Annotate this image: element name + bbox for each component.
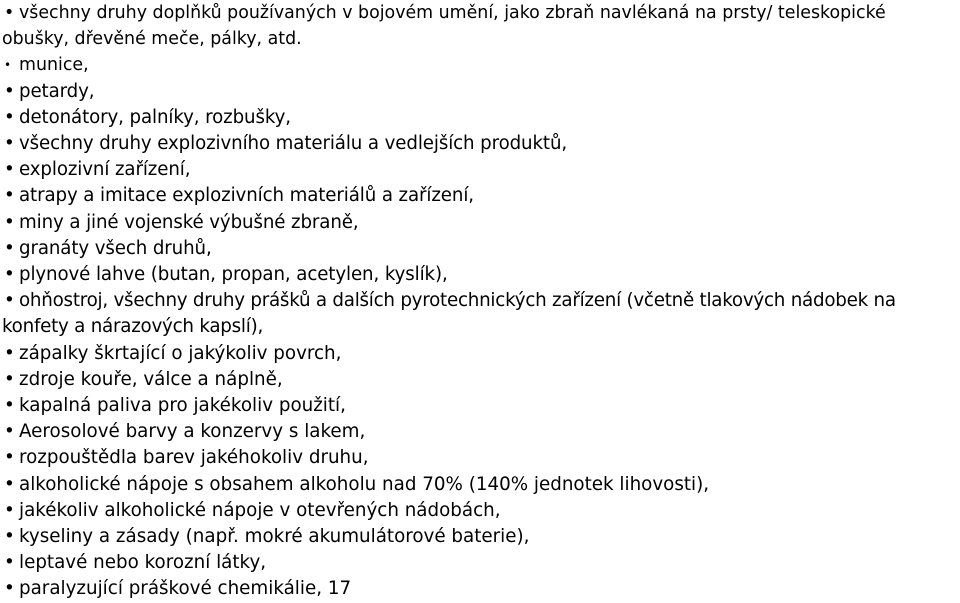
list-item-text: plynové lahve (butan, propan, acetylen, kyslík), — [19, 264, 448, 286]
list-item-text: munice, — [19, 55, 89, 76]
list-item — [2, 498, 957, 524]
bullet: • — [4, 499, 15, 521]
bullet: • — [4, 80, 15, 102]
list-item — [2, 0, 957, 52]
list-item-text: alkoholické nápoje s obsahem alkoholu nad 70% (140% jednotek lihovosti), — [19, 473, 710, 495]
list-item-text: miny a jiné vojenské výbušné zbraně, — [19, 211, 359, 233]
bullet: • — [4, 526, 15, 548]
bullet: • — [4, 185, 15, 207]
bullet: • — [4, 290, 15, 312]
list-item — [2, 52, 957, 78]
list-item-text: granáty všech druhů, — [19, 237, 212, 259]
list-item — [2, 472, 957, 498]
list-item-text: explozivní zařízení, — [19, 159, 191, 181]
list-item — [2, 183, 957, 209]
bullet: • — [4, 3, 15, 23]
bullet: • — [4, 342, 15, 364]
list-item-text: paralyzující práškové chemikálie, 17 — [19, 578, 352, 600]
list-item-text: detonátory, palníky, rozbušky, — [19, 106, 291, 128]
list-item-text: zdroje kouře, válce a náplně, — [19, 368, 283, 390]
list-item — [2, 445, 957, 471]
bullet: • — [4, 473, 15, 495]
list-item-text: petardy, — [19, 80, 95, 102]
bullet: • — [4, 133, 15, 155]
list-item-text: kapalná paliva pro jakékoliv použití, — [19, 395, 346, 417]
bullet: • — [4, 578, 15, 600]
list-item — [2, 367, 957, 393]
list-item — [2, 341, 957, 367]
list-item — [2, 550, 957, 576]
list-item-text-continued: konfety a nárazových kapslí), — [2, 316, 264, 338]
bullet: • — [4, 552, 15, 574]
list-item — [2, 262, 957, 288]
bullet: • — [4, 58, 12, 73]
list-item — [2, 157, 957, 183]
list-item — [2, 210, 957, 236]
bullet: • — [4, 368, 15, 390]
list-item-text: zápalky škrtající o jakýkoliv povrch, — [19, 342, 342, 364]
list-item-text: jakékoliv alkoholické nápoje v otevřených nádobách, — [19, 499, 501, 521]
list-item-text: ohňostroj, všechny druhy prášků a dalších pyrotechnických zařízení (včetně tlakových nádobek na — [19, 290, 896, 312]
bullet: • — [4, 395, 15, 417]
list-item — [2, 524, 957, 550]
list-item — [2, 105, 957, 131]
list-item-text: všechny druhy explozivního materiálu a vedlejších produktů, — [19, 133, 568, 155]
list-item — [2, 79, 957, 105]
bullet: • — [4, 211, 15, 233]
list-item-text: všechny druhy doplňků používaných v bojovém umění, jako zbraň navlékaná na prsty/ teleskopické — [19, 3, 886, 23]
list-item-text: Aerosolové barvy a konzervy s lakem, — [19, 421, 366, 443]
bullet: • — [4, 106, 15, 128]
list-item — [2, 131, 957, 157]
list-item-text: leptavé nebo korozní látky, — [19, 552, 267, 574]
list-item — [2, 576, 957, 602]
bullet: • — [4, 237, 15, 259]
list-item-text: rozpouštědla barev jakéhokoliv druhu, — [19, 447, 369, 469]
bullet: • — [4, 159, 15, 181]
list-item — [2, 236, 957, 262]
bullet: • — [4, 264, 15, 286]
list-item — [2, 419, 957, 445]
list-item-text: kyseliny a zásady (např. mokré akumulátorové baterie), — [19, 526, 530, 548]
bullet: • — [4, 447, 15, 469]
bullet: • — [4, 421, 15, 443]
list-item — [2, 393, 957, 419]
list-item-text: atrapy a imitace explozivních materiálů a zařízení, — [19, 185, 474, 207]
list-item — [2, 288, 957, 340]
list-item-text-continued: obušky, dřevěné meče, pálky, atd. — [2, 29, 302, 50]
document-body — [2, 0, 957, 603]
